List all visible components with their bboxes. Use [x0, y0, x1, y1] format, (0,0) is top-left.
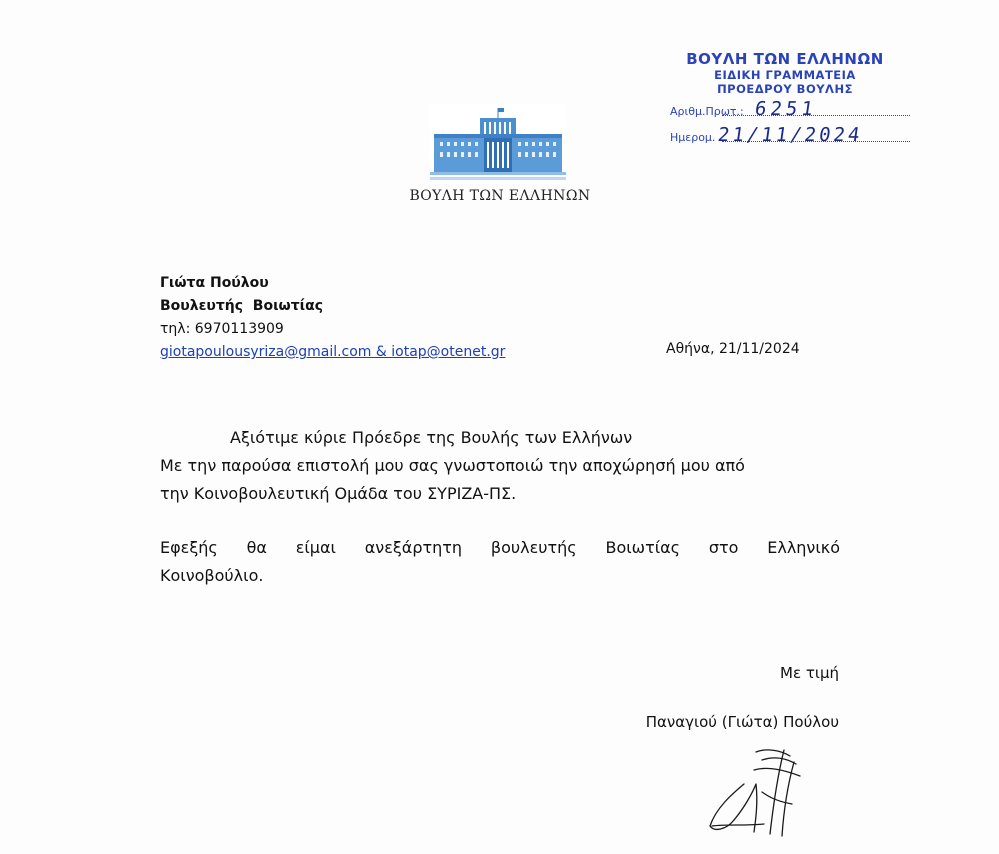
sender-block: [160, 272, 505, 364]
protocol-stamp: [660, 50, 910, 148]
closing: Με τιμή: [780, 664, 839, 682]
stamp-date-label: Ημερομ.: [670, 131, 716, 144]
stamp-protocol-label: Αριθμ.Πρωτ.:: [670, 105, 744, 118]
stamp-org-line: ΒΟΥΛΗ ΤΩΝ ΕΛΛΗΝΩΝ: [686, 50, 884, 68]
handwritten-signature: [704, 744, 814, 844]
signer-name: Παναγιού (Γιώτα) Πούλου: [645, 713, 839, 731]
stamp-date-value: 21/11/2024: [716, 124, 864, 146]
parliament-building-icon: [430, 104, 566, 184]
salutation: Αξιότιμε κύριε Πρόεδρε της Βουλής των Ελλήνων: [230, 428, 633, 447]
stamp-date-field: [660, 122, 910, 148]
stamp-protocol-dots: [722, 115, 910, 116]
sender-title: Βουλευτής Βοιωτίας: [160, 298, 324, 314]
letter-date: Αθήνα, 21/11/2024: [666, 341, 800, 357]
organization-name: ΒΟΥΛΗ ΤΩΝ ΕΛΛΗΝΩΝ: [409, 188, 591, 204]
stamp-dept-line: ΕΙΔΙΚΗ ΓΡΑΜΜΑΤΕΙΑ: [714, 68, 856, 82]
paragraph-1-line-1: Με την παρούσα επιστολή μου σας γνωστοποιώ την αποχώρησή μου από: [160, 456, 745, 475]
stamp-protocol-field: [660, 96, 910, 122]
paragraph-2: [160, 534, 840, 590]
paragraph-2-line-1: Εφεξής θα είμαι ανεξάρτητη βουλευτής Βοιωτίας στο Ελληνικό: [160, 538, 840, 557]
sender-phone: τηλ: 6970113909: [160, 321, 284, 337]
sender-name: Γιώτα Πούλου: [160, 275, 269, 291]
stamp-protocol-number: 6251: [753, 98, 819, 120]
paragraph-2-line-2: Κοινοβούλιο.: [160, 566, 264, 585]
sender-emails[interactable]: giotapoulousyriza@gmail.com & iotap@otenet.gr: [160, 344, 506, 360]
stamp-office-line: ΠΡΟΕΔΡΟΥ ΒΟΥΛΗΣ: [717, 82, 853, 96]
paragraph-1: [160, 452, 840, 508]
paragraph-1-line-2: την Κοινοβουλευτική Ομάδα του ΣΥΡΙΖΑ-ΠΣ.: [160, 484, 517, 503]
